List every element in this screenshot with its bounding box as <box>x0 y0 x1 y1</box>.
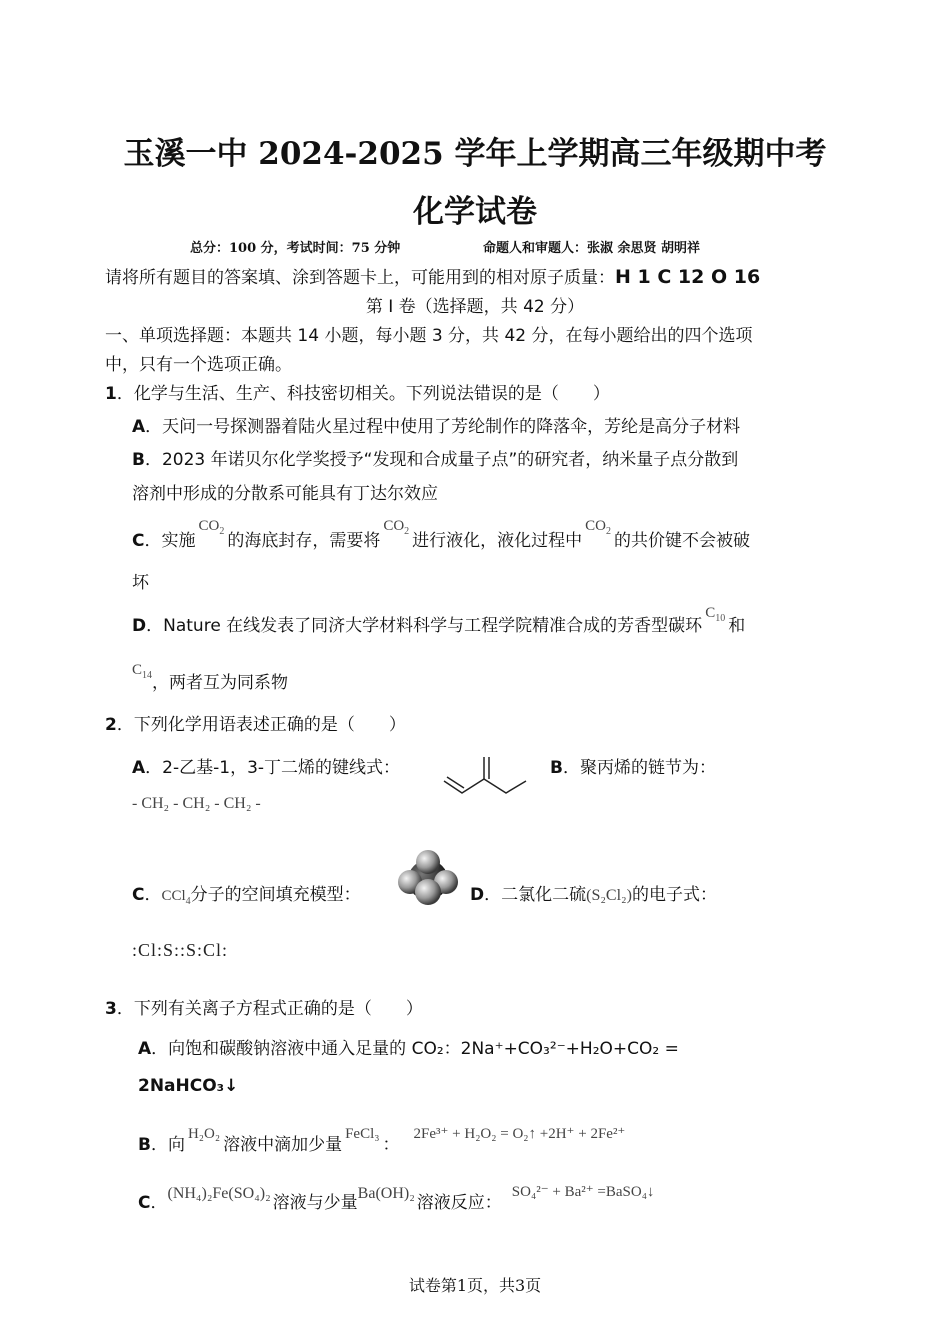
baoh2-formula: Ba(OH)₂ <box>357 1185 415 1202</box>
polypropylene-chain: - CH₂ - CH₂ - CH₂ - <box>132 795 261 812</box>
q3-c-label: C <box>138 1193 151 1213</box>
q3-b-equation: 2Fe³⁺ + H₂O₂ = O₂↑ +2H⁺ + 2Fe²⁺ <box>413 1126 626 1142</box>
q1-d-text: ．Nature 在线发表了同济大学材料科学与工程学院精准合成的芳香型碳环 <box>146 616 703 636</box>
q1-c-line2: 坏 <box>132 573 149 593</box>
page-footer: 试卷第1页，共3页 <box>408 1276 542 1295</box>
q1-c-label: C <box>132 531 145 551</box>
q1-stem-text: ．化学与生活、生产、科技密切相关。下列说法错误的是（ ） <box>116 384 610 404</box>
q3-a-line2: 2NaHCO₃↓ <box>138 1076 239 1096</box>
exam-meta-right: 命题人和审题人：张淑 余思贤 胡明祥 <box>483 241 701 256</box>
instructions-text: 请将所有题目的答案填、涂到答题卡上，可能用到的相对原子质量： <box>105 268 615 288</box>
ammonium-iron-sulfate-formula: (NH₄)₂Fe(SO₄)₂ <box>167 1185 271 1202</box>
q3-c-equation: SO₄²⁻ + Ba²⁺ =BaSO₄↓ <box>511 1184 655 1200</box>
q3-b-pre: ．向 <box>150 1135 185 1155</box>
q1-d-label: D <box>132 616 147 636</box>
space-filling-model-icon <box>396 848 460 908</box>
q2-b-label: B <box>550 758 563 778</box>
co2-formula: $CO_2$ <box>383 518 410 537</box>
q3-c-pre: ． <box>150 1193 168 1213</box>
q1-a-label: A <box>132 417 146 437</box>
c10-formula: $C_{10}$ <box>705 605 726 624</box>
q1-d-and: 和 <box>728 616 746 636</box>
q2-a-text: ．2-乙基-1，3-丁二烯的键线式： <box>145 758 401 778</box>
skeletal-formula-diagram <box>440 755 530 795</box>
q1-c-pre: ．实施 <box>144 531 196 551</box>
q3-option-b <box>138 1126 626 1155</box>
q1-b-label: B <box>132 450 145 470</box>
co2-formula: $CO_2$ <box>198 518 225 537</box>
q1-d-line2 <box>132 662 289 695</box>
q1-option-c <box>132 518 751 553</box>
q2-option-b <box>550 753 716 778</box>
q2-c-label: C <box>132 885 145 905</box>
q2-option-a <box>132 753 400 778</box>
h2o2-formula: H₂O₂ <box>187 1126 221 1142</box>
q2-option-d <box>470 880 717 905</box>
q1-c-post: 的共价键不会被破 <box>614 531 751 551</box>
q2-d-text: ．二氯化二硫 <box>484 885 587 905</box>
q2-a-label: A <box>132 758 146 778</box>
q1-c-mid1: 的海底封存，需要将 <box>227 531 381 551</box>
q2-c-text: 分子的空间填充模型： <box>190 885 361 905</box>
q2-stem-text: ．下列化学用语表述正确的是（ ） <box>116 715 406 735</box>
section-intro-line1: 一、单项选择题：本题共 14 小题，每小题 3 分，共 42 分，在每小题给出的四个选项 <box>105 326 753 346</box>
q2-number: 2 <box>105 715 117 735</box>
q2-d-label: D <box>470 885 485 905</box>
q3-stem <box>105 994 423 1019</box>
q2-stem <box>105 710 406 735</box>
q2-b-text: ．聚丙烯的链节为： <box>562 758 716 778</box>
q1-option-b <box>132 445 738 470</box>
q3-a-label: A <box>138 1039 152 1059</box>
q3-stem-text: ．下列有关离子方程式正确的是（ ） <box>116 999 423 1019</box>
exam-title: 玉溪一中 2024-2025 学年上学期高三年级期中考 <box>123 136 827 172</box>
exam-subtitle: 化学试卷 <box>413 194 537 230</box>
q3-option-c <box>138 1184 655 1213</box>
atomic-masses: H 1 C 12 O 16 <box>615 266 761 288</box>
q3-c-mid: 溶液与少量 <box>272 1193 358 1213</box>
co2-formula: $CO_2$ <box>585 518 612 537</box>
exam-meta-left: 总分：100 分，考试时间：75 分钟 <box>190 241 401 256</box>
q1-b-text-2: 溶剂中形成的分散系可能具有丁达尔效应 <box>132 484 438 504</box>
q3-b-colon: ： <box>382 1135 400 1155</box>
q2-option-c <box>132 880 361 907</box>
q3-c-post: 溶液反应： <box>416 1193 502 1213</box>
q2-d-post: 的电子式： <box>631 885 717 905</box>
q1-a-text: ．天问一号探测器着陆火星过程中使用了芳纶制作的降落伞，芳纶是高分子材料 <box>145 417 741 437</box>
q1-stem <box>105 379 610 404</box>
q1-option-d <box>132 605 746 638</box>
q2-c-pre: ． <box>144 885 162 905</box>
q1-d-line2-text: ，两者互为同系物 <box>152 673 289 693</box>
volume-heading: 第 I 卷（选择题，共 42 分） <box>365 297 585 317</box>
q3-b-mid: 溶液中滴加少量 <box>223 1135 343 1155</box>
q1-b-text-1: ．2023 年诺贝尔化学奖授予“发现和合成量子点”的研究者，纳米量子点分散到 <box>144 450 739 470</box>
q1-c-mid2: 进行液化，液化过程中 <box>412 531 583 551</box>
c14-formula: $C_{14}$ <box>132 662 153 681</box>
ccl4-formula: CCl$_4$ <box>161 888 191 907</box>
q3-number: 3 <box>105 999 117 1019</box>
section-intro-line2: 中，只有一个选项正确。 <box>105 355 292 375</box>
q3-b-label: B <box>138 1135 151 1155</box>
s2cl2-formula: (S₂Cl₂) <box>586 887 632 904</box>
electron-formula: :Cl:S::S:Cl: <box>132 940 229 960</box>
instructions <box>105 263 760 288</box>
q1-number: 1 <box>105 384 117 404</box>
q3-a-text: ．向饱和碳酸钠溶液中通入足量的 CO₂：2Na⁺+CO₃²⁻+H₂O+CO₂ = <box>151 1039 679 1059</box>
fecl3-formula: FeCl₃ <box>345 1126 380 1142</box>
q1-option-a <box>132 412 740 437</box>
q3-option-a <box>138 1034 679 1059</box>
